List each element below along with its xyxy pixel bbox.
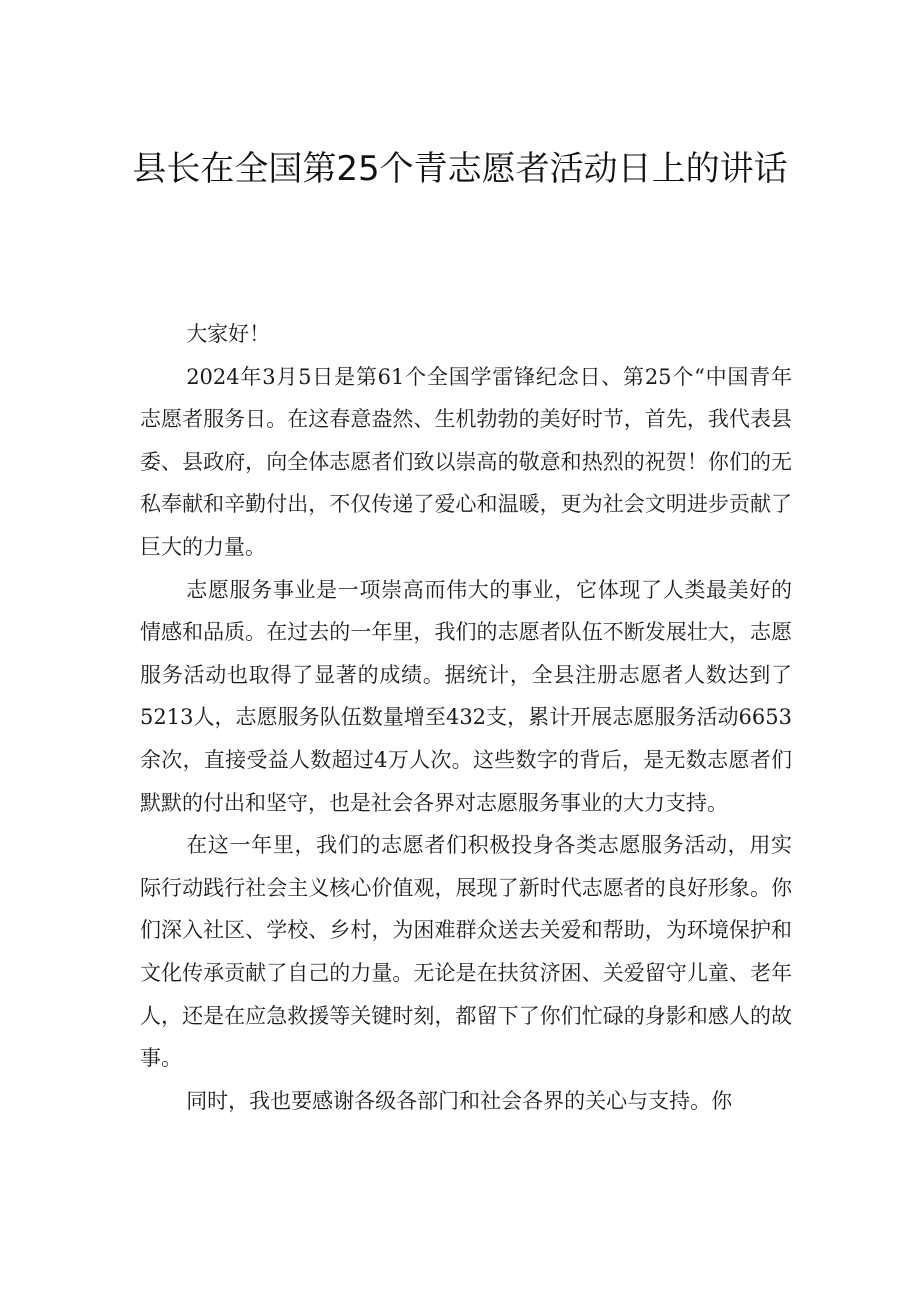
document-title: 县长在全国第25个青志愿者活动日上的讲话	[132, 149, 788, 189]
body-paragraph: 志愿服务事业是一项崇高而伟大的事业，它体现了人类最美好的情感和品质。在过去的一年里，我们的志愿者队伍不断发展壮大，志愿服务活动也取得了显著的成绩。据统计，全县注册志愿者人数达到了5213人，志愿服务队伍数量增至432支，累计开展志愿服务活动6653余次，直接受益人数超过4万人次。这些数字的背后，是无数志愿者们默默的付出和坚守，也是社会各界对志愿服务事业的大力支持。	[140, 577, 792, 815]
document-body	[140, 313, 792, 1122]
body-paragraph: 在这一年里，我们的志愿者们积极投身各类志愿服务活动，用实际行动践行社会主义核心价值观，展现了新时代志愿者的良好形象。你们深入社区、学校、乡村，为困难群众送去关爱和帮助，为环境保护和文化传承贡献了自己的力量。无论是在扶贫济困、关爱留守儿童、老年人，还是在应急救援等关键时刻，都留下了你们忙碌的身影和感人的故事。	[140, 833, 792, 1071]
body-paragraph: 同时，我也要感谢各级各部门和社会各界的关心与支持。你	[186, 1088, 733, 1113]
body-paragraph: 2024年3月5日是第61个全国学雷锋纪念日、第25个“中国青年志愿者服务日。在这春意盎然、生机勃勃的美好时节，首先，我代表县委、县政府，向全体志愿者们致以崇高的敬意和热烈的祝贺！你们的无私奉献和辛勤付出，不仅传递了爱心和温暖，更为社会文明进步贡献了巨大的力量。	[140, 364, 792, 559]
greeting-paragraph: 大家好！	[186, 322, 271, 346]
